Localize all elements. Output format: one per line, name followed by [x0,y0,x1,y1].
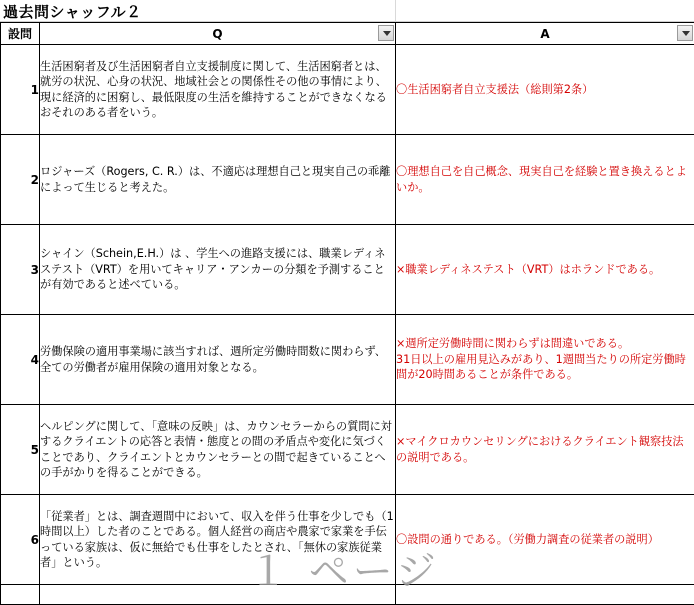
question-cell[interactable]: ヘルピングに関して、「意味の反映」は、カウンセラーからの質問に対するクライエントの応答と表情・態度との間の矛盾点や変化に気づくことであり、クライエントとカウンセラーとの間で起きていることへの手がかりを得ることができる。 [40,405,396,495]
row-number[interactable]: 6 [1,495,40,585]
answer-cell[interactable]: ×マイクロカウンセリングにおけるクライエント観察技法の説明である。 [396,405,694,495]
row-number[interactable]: 4 [1,315,40,405]
row-number[interactable]: 2 [1,135,40,225]
empty-cell[interactable] [40,585,396,605]
table-row [1,315,694,405]
row-number[interactable]: 3 [1,225,40,315]
empty-row [1,585,694,605]
grid-line [395,0,396,22]
question-cell[interactable]: 「従業者」とは、調査週間中において、収入を伴う仕事を少しでも（1時間以上）した者のことである。個人経営の商店や農家で家業を手伝っている家族は、仮に無給でも仕事をしたとされ、「無休の家族従業者」という。 [40,495,396,585]
question-table [0,22,694,605]
title-row [0,0,694,22]
answer-cell[interactable]: 〇設問の通りである。（労働力調査の従業者の説明） [396,495,694,585]
question-cell[interactable]: 生活困窮者及び生活困窮者自立支援制度に関して、生活困窮者とは、就労の状況、心身の状況、地域社会との関係性その他の事情により、現に経済的に困窮し、最低限度の生活を維持することができなくなるおそれのある者をいう。 [40,45,396,135]
header-a[interactable]: A [396,23,694,45]
header-no[interactable]: 設問 [1,23,40,45]
empty-cell[interactable] [1,585,40,605]
filter-dropdown-a[interactable] [677,25,693,41]
table-row [1,225,694,315]
row-number[interactable]: 1 [1,45,40,135]
empty-cell[interactable] [396,585,694,605]
table-row [1,45,694,135]
sheet-title: 過去問シャッフル２ [3,1,142,22]
answer-cell[interactable]: ×職業レディネステスト（VRT）はホランドである。 [396,225,694,315]
answer-cell[interactable]: 〇生活困窮者自立支援法（総則第2条） [396,45,694,135]
question-cell[interactable]: シャイン（Schein,E.H.）は 、学生への進路支援には、職業レディネステスト（VRT）を用いてキャリア・アンカーの分類を予測することが有効であると述べている。 [40,225,396,315]
answer-cell[interactable]: 〇理想自己を自己概念、現実自己を経験と置き換えるとよいか。 [396,135,694,225]
row-number[interactable]: 5 [1,405,40,495]
question-cell[interactable]: 労働保険の適用事業場に該当すれば、週所定労働時間数に関わらず、全ての労働者が雇用保険の適用対象となる。 [40,315,396,405]
filter-dropdown-q[interactable] [378,25,394,41]
answer-cell[interactable]: ×週所定労働時間に関わらずは間違いである。 31日以上の雇用見込みがあり、1週間当たりの所定労働時間が20時間あることが条件である。 [396,315,694,405]
table-row [1,405,694,495]
table-row [1,135,694,225]
page-watermark: １ ページ [248,540,440,597]
question-cell[interactable]: ロジャーズ（Rogers, C. R.）は、不適応は理想自己と現実自己の乖離によって生じると考えた。 [40,135,396,225]
header-row [1,23,694,45]
header-q[interactable]: Q [40,23,396,45]
table-row [1,495,694,585]
